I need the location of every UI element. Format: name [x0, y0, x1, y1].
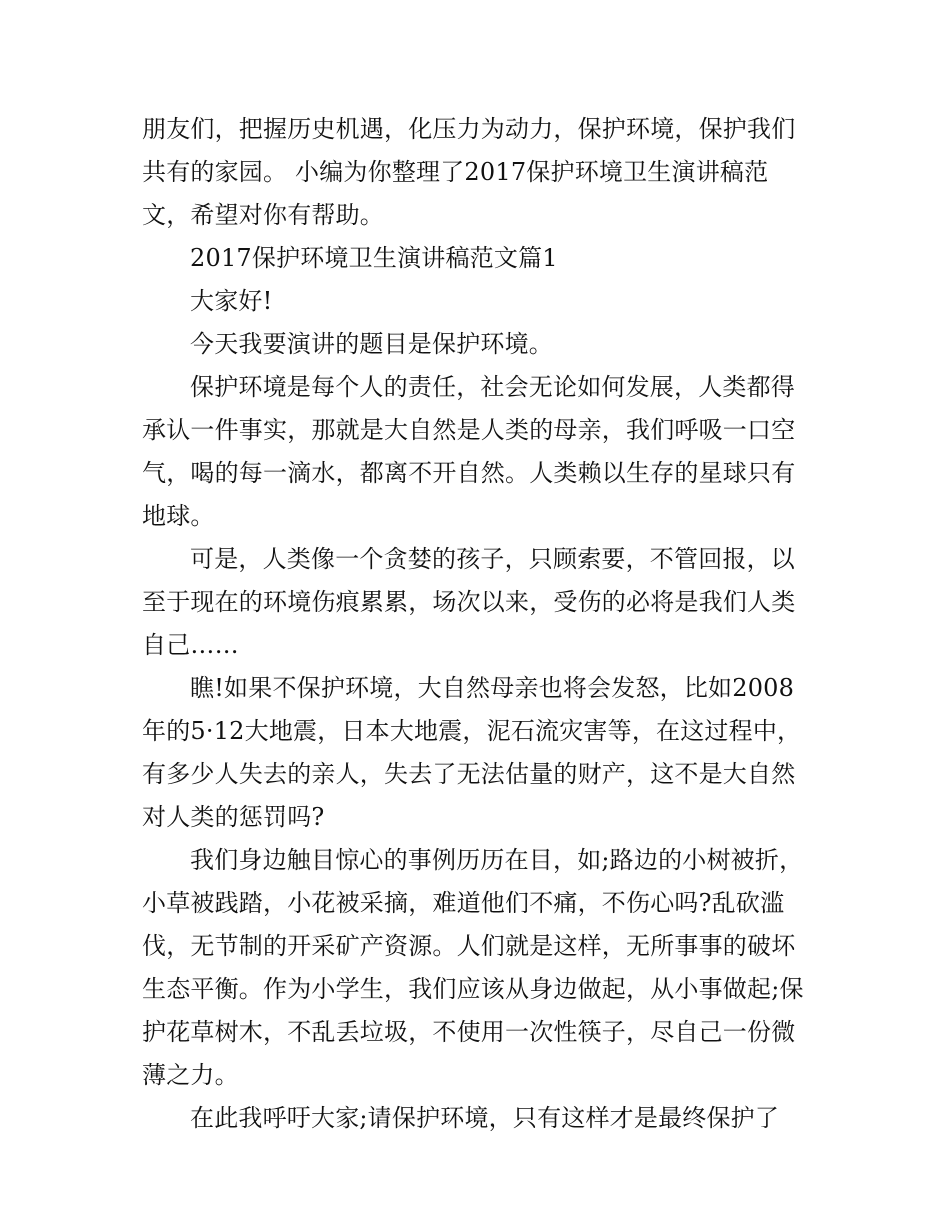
- paragraph-topic: 今天我要演讲的题目是保护环境。: [190, 330, 553, 358]
- paragraph-intro: 朋友们，把握历史机遇，化压力为动力，保护环境，保护我们共有的家园。 小编为你整理了2017保护环境卫生演讲稿范文，希望对你有帮助。: [142, 115, 796, 229]
- paragraph-greeting: 大家好!: [190, 287, 273, 315]
- paragraph-examples: 我们身边触目惊心的事例历历在目，如;路边的小树被折，小草被践踏，小花被采摘，难道他们不痛，不伤心吗?乱砍滥伐，无节制的开采矿产资源。人们就是这样，无所事事的破坏生态平衡。作为小学生，我们应该从身边做起，从小事做起;保护花草树木，不乱丢垃圾，不使用一次性筷子，尽自己一份微薄之力。: [142, 846, 804, 1089]
- paragraph-section-title: 2017保护环境卫生演讲稿范文篇1: [190, 244, 558, 272]
- paragraph-responsibility: 保护环境是每个人的责任，社会无论如何发展，人类都得承认一件事实，那就是大自然是人类的母亲，我们呼吸一口空气，喝的每一滴水，都离不开自然。人类赖以生存的星球只有地球。: [142, 373, 796, 530]
- document-body: [142, 108, 814, 1140]
- paragraph-greedy-child: 可是，人类像一个贪婪的孩子，只顾索要，不管回报，以至于现在的环境伤痕累累，场次以来，受伤的必将是我们人类自己……: [142, 545, 796, 659]
- paragraph-nature-anger: 瞧!如果不保护环境，大自然母亲也将会发怒，比如2008年的5·12大地震，日本大地震，泥石流灾害等，在这过程中，有多少人失去的亲人，失去了无法估量的财产，这不是大自然对人类的惩罚吗?: [142, 674, 802, 831]
- paragraph-appeal: 在此我呼吁大家;请保护环境，只有这样才是最终保护了: [190, 1104, 780, 1132]
